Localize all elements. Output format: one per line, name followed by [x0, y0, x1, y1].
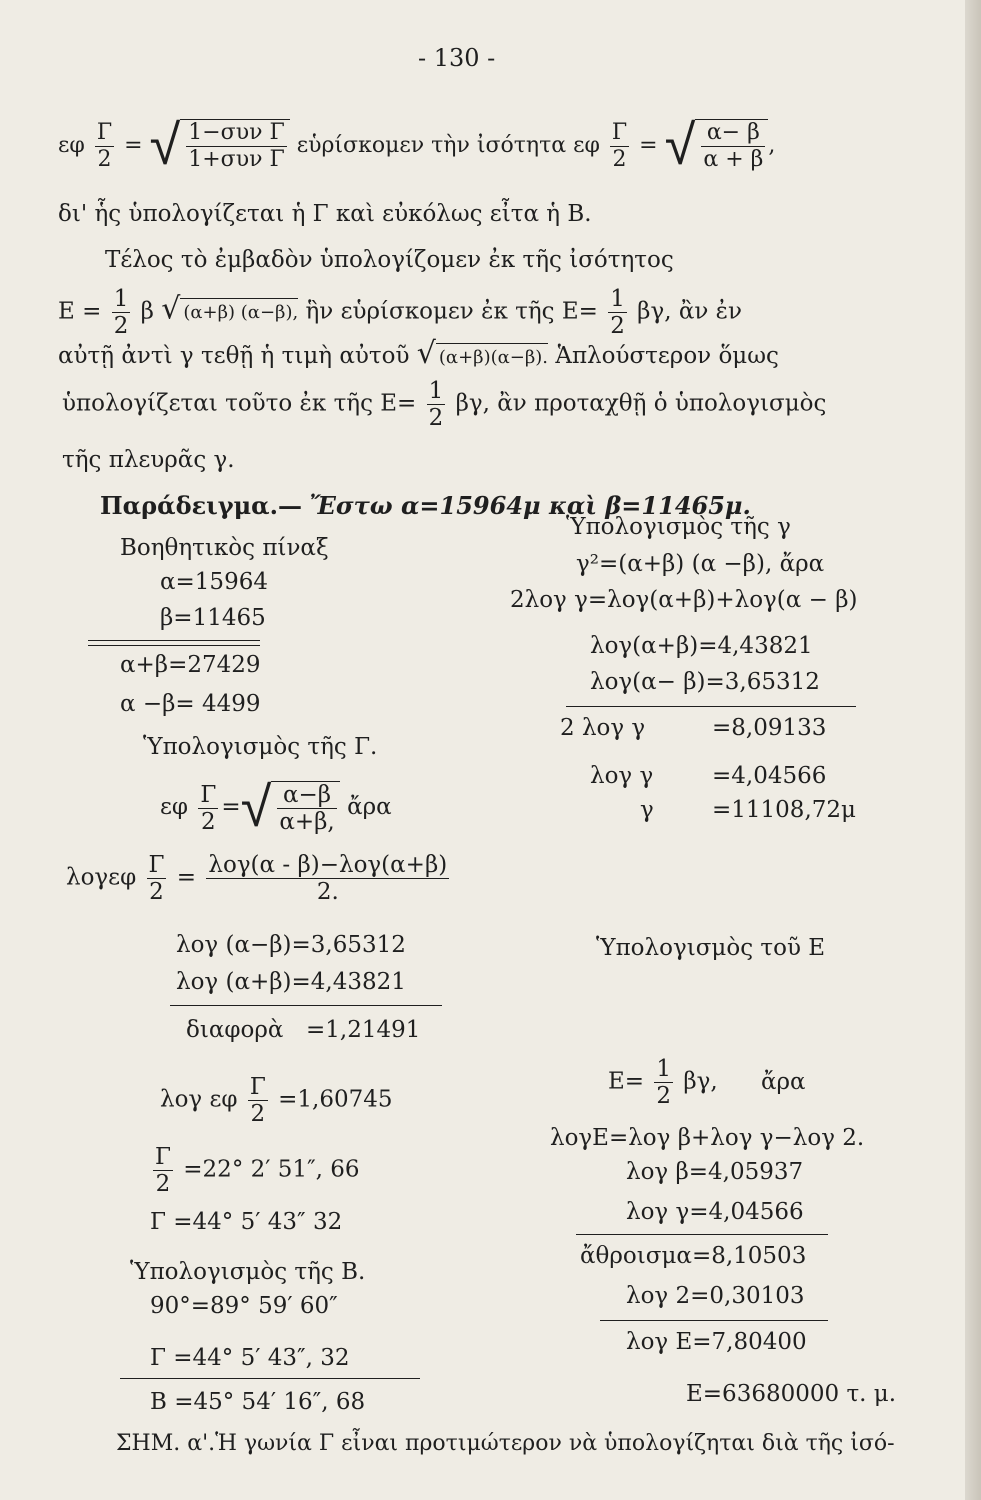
- text: ἣν εὑρίσκομεν ἐκ τῆς Ε=: [305, 298, 598, 325]
- log-line: λογ (α+β)=4,43821: [176, 969, 406, 995]
- ef-text: εφ: [160, 794, 189, 820]
- sqrt-icon: √: [149, 113, 181, 178]
- log-line: λογ 2=0,30103: [626, 1283, 805, 1309]
- page-number: - 130 -: [418, 44, 496, 72]
- sqrt-icon: √: [416, 336, 436, 371]
- text: ὑπολογίζεται τοῦτο ἐκ τῆς Ε=: [62, 390, 417, 417]
- B-value: B =45° 54′ 16″, 68: [150, 1389, 366, 1415]
- g-label: γ: [640, 797, 654, 823]
- note-line: ΣΗΜ. α'.Ἡ γωνία Γ εἶναι προτιμώτερον νὰ ὑπολογίζηται διὰ τῆς ἰσό-: [116, 1431, 895, 1456]
- sqrt-expr: $\frac{\alpha-\beta}{\alpha+\beta,}$: [271, 781, 339, 835]
- b-value: β=11465: [160, 605, 266, 631]
- sum-label: 2 λογ γ: [560, 715, 646, 741]
- section-title: Ὑπολογισμὸς τοῦ Ε: [596, 935, 826, 961]
- g-value: =11108,72μ: [712, 797, 856, 823]
- log-line: λογ(α− β)=3,65312: [590, 669, 820, 695]
- section-title: Ὑπολογισμὸς τῆς γ: [566, 514, 791, 540]
- log-line: 2λογ γ=λογ(α+β)+λογ(α − β): [510, 587, 858, 613]
- text-line: Τέλος τὸ ἐμβαδὸν ὑπολογίζομεν ἐκ τῆς ἰσότητος: [105, 247, 674, 273]
- fraction: $\frac{1}{2}$: [428, 378, 444, 431]
- efG-formula: εφ $\frac{\Gamma}{2}$ =√ $\frac{\alpha-\beta}{\alpha+\beta,}$ ἄρα: [160, 775, 392, 840]
- E-result: E=63680000 τ. μ.: [686, 1381, 897, 1407]
- example-text: Ἔστω α=15964μ καὶ β=11465μ.: [309, 491, 751, 520]
- section-title: Ὑπολογισμὸς τῆς Γ.: [143, 734, 378, 760]
- log-line: λογ (α−β)=3,65312: [176, 932, 406, 958]
- sqrt-icon: √: [664, 113, 696, 178]
- area-formula: [58, 286, 742, 339]
- sum-line: ἄθροισμα=8,10503: [580, 1243, 807, 1269]
- example-label: Παράδειγμα.—: [100, 491, 303, 520]
- sqrt-expr: $\frac{\alpha- \beta}{\alpha + \beta}$: [695, 119, 768, 173]
- page-binding: [965, 0, 981, 1500]
- divider: [170, 1005, 442, 1006]
- fraction: $\frac{1}{2}$: [113, 286, 129, 339]
- value: =22° 2′ 51″, 66: [183, 1156, 360, 1183]
- fraction: $\frac{1}{2}$: [656, 1056, 672, 1109]
- comma: ,: [768, 133, 776, 158]
- diff-value: =1,21491: [306, 1017, 421, 1043]
- divider: [88, 640, 260, 646]
- text: βγ, ἂν προταχθῇ ὁ ὑπολογισμὸς: [455, 390, 827, 417]
- fraction: $\frac{1}{2}$: [610, 286, 625, 339]
- fraction: $\frac{\Gamma}{2}$: [200, 781, 217, 835]
- aux-table-title: Βοηθητικὸς πίναξ: [120, 535, 329, 561]
- fraction: $\frac{\Gamma}{2}$: [249, 1074, 266, 1127]
- logE-value: λογ Ε=7,80400: [626, 1329, 807, 1355]
- section-title: Ὑπολογισμὸς τῆς Β.: [130, 1259, 366, 1285]
- sqrt-icon: √: [161, 291, 181, 327]
- equals: =: [124, 133, 143, 158]
- lg-value: =4,04566: [712, 763, 827, 789]
- diff-label: διαφορὰ: [186, 1017, 284, 1043]
- intro-text: εὑρίσκομεν τὴν ἰσότητα εφ: [296, 133, 600, 158]
- b90-line: 90°=89° 59′ 60″: [150, 1293, 338, 1319]
- label: λογ εφ: [160, 1086, 238, 1113]
- E-formula: [608, 1056, 806, 1109]
- diff-value: α −β= 4499: [120, 691, 261, 717]
- sqrt-expr: (α+β) (α−β),: [180, 298, 298, 327]
- log-line: λογ(α+β)=4,43821: [590, 633, 813, 659]
- fraction: $\frac{\Gamma}{2}$: [148, 852, 165, 905]
- logef-formula: λογεφ $\frac{\Gamma}{2}$ = $\frac{\text{λογ(α - β)−λογ(α+β)}}{2.}$: [66, 852, 448, 905]
- log-line: λογ γ=4,04566: [626, 1199, 804, 1225]
- text: Ἁπλούστερον ὅμως: [555, 343, 779, 369]
- text-line: [62, 378, 826, 431]
- var: β: [140, 298, 154, 325]
- label: Ε=: [608, 1068, 645, 1095]
- divider: [566, 706, 856, 707]
- label: E =: [58, 298, 102, 325]
- bG-line: Γ =44° 5′ 43″, 32: [150, 1345, 350, 1371]
- text: βγ, ἂν ἐν: [637, 298, 742, 325]
- text: αὐτῇ ἀντὶ γ τεθῇ ἡ τιμὴ αὐτοῦ: [58, 343, 410, 369]
- divider: [120, 1378, 420, 1379]
- label: λογεφ: [66, 864, 137, 891]
- text-line: [58, 336, 779, 372]
- logefG-line: [160, 1074, 393, 1127]
- divider: [600, 1320, 828, 1321]
- sqrt-expr: $\frac{\text{1−συν Γ}}{\text{1+συν Γ}}$: [180, 119, 289, 173]
- a-value: α=15964: [160, 569, 268, 595]
- text-line: δι' ἧς ὑπολογίζεται ἡ Γ καὶ εὐκόλως εἶτα ἡ Β.: [58, 201, 592, 227]
- ef-text: εφ: [58, 133, 85, 158]
- fraction: $\frac{\Gamma}{2}$: [96, 119, 113, 172]
- log-line: λογ β=4,05937: [626, 1159, 804, 1185]
- logE-line: λογΕ=λογ β+λογ γ−λογ 2.: [550, 1125, 865, 1151]
- fraction: $\frac{\text{λογ(α - β)−λογ(α+β)}}{2.}$: [208, 852, 448, 905]
- lg-label: λογ γ: [590, 763, 654, 789]
- value: =1,60745: [278, 1086, 393, 1113]
- sqrt-expr: (α+β)(α−β).: [436, 343, 548, 372]
- fraction: $\frac{\Gamma}{2}$: [155, 1144, 171, 1197]
- text: βγ,: [683, 1068, 718, 1095]
- intro-formula: [58, 113, 776, 178]
- G-value: Γ =44° 5′ 43″ 32: [150, 1209, 343, 1235]
- ara-text: ἄρα: [347, 794, 392, 820]
- divider: [576, 1234, 828, 1235]
- sum-value: =8,09133: [712, 715, 827, 741]
- g2-line: γ²=(α+β) (α −β), ἄρα: [576, 551, 825, 577]
- text-line: τῆς πλευρᾶς γ.: [62, 447, 235, 473]
- fraction: $\frac{\Gamma}{2}$: [611, 119, 628, 172]
- sqrt-icon: √: [240, 775, 272, 840]
- sum-value: α+β=27429: [120, 652, 261, 678]
- halfG-line: [150, 1144, 360, 1197]
- equals: =: [639, 133, 658, 158]
- ara-text: ἄρα: [761, 1068, 806, 1095]
